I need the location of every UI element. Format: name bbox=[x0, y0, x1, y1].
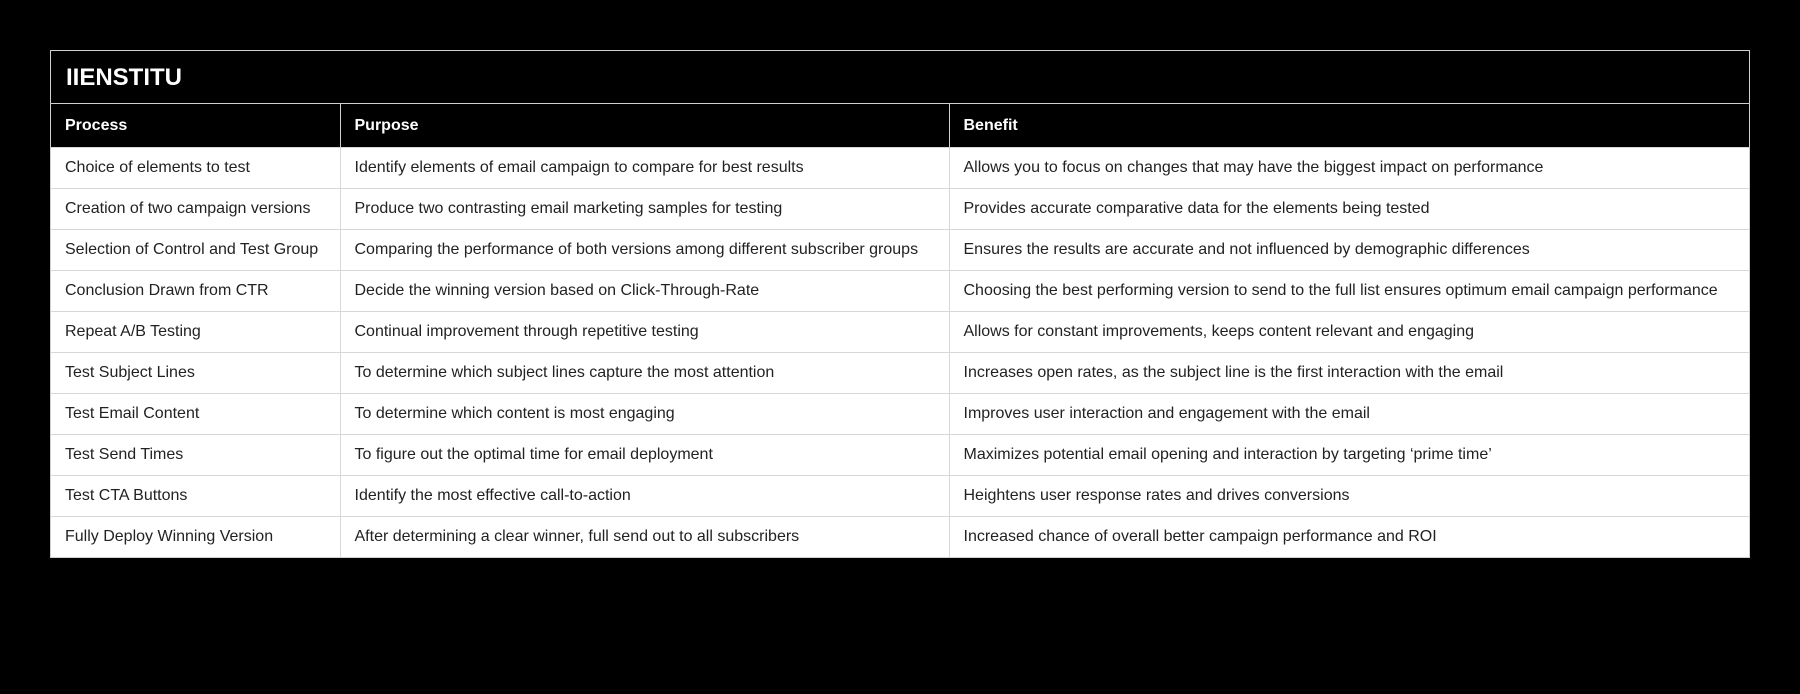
cell-process: Test Send Times bbox=[51, 435, 340, 476]
data-table bbox=[51, 104, 1749, 557]
table-row bbox=[51, 476, 1749, 517]
cell-benefit: Allows you to focus on changes that may have the biggest impact on performance bbox=[949, 148, 1749, 189]
cell-benefit: Ensures the results are accurate and not influenced by demographic differences bbox=[949, 230, 1749, 271]
cell-process: Repeat A/B Testing bbox=[51, 312, 340, 353]
table-title: IIENSTITU bbox=[51, 51, 1749, 104]
table-container bbox=[50, 50, 1750, 558]
cell-benefit: Increases open rates, as the subject line is the first interaction with the email bbox=[949, 353, 1749, 394]
cell-purpose: To determine which content is most engaging bbox=[340, 394, 949, 435]
cell-benefit: Increased chance of overall better campaign performance and ROI bbox=[949, 517, 1749, 558]
cell-purpose: To determine which subject lines capture the most attention bbox=[340, 353, 949, 394]
cell-process: Test CTA Buttons bbox=[51, 476, 340, 517]
cell-purpose: Decide the winning version based on Click-Through-Rate bbox=[340, 271, 949, 312]
table-row bbox=[51, 394, 1749, 435]
cell-purpose: After determining a clear winner, full send out to all subscribers bbox=[340, 517, 949, 558]
cell-benefit: Heightens user response rates and drives conversions bbox=[949, 476, 1749, 517]
cell-purpose: To figure out the optimal time for email deployment bbox=[340, 435, 949, 476]
cell-purpose: Comparing the performance of both versions among different subscriber groups bbox=[340, 230, 949, 271]
cell-purpose: Continual improvement through repetitive testing bbox=[340, 312, 949, 353]
table-row bbox=[51, 271, 1749, 312]
cell-purpose: Produce two contrasting email marketing samples for testing bbox=[340, 189, 949, 230]
cell-benefit: Maximizes potential email opening and interaction by targeting ‘prime time’ bbox=[949, 435, 1749, 476]
table-row bbox=[51, 517, 1749, 558]
cell-benefit: Provides accurate comparative data for the elements being tested bbox=[949, 189, 1749, 230]
header-process: Process bbox=[51, 104, 340, 148]
table-row bbox=[51, 230, 1749, 271]
cell-process: Creation of two campaign versions bbox=[51, 189, 340, 230]
table-row bbox=[51, 353, 1749, 394]
header-purpose: Purpose bbox=[340, 104, 949, 148]
cell-process: Test Email Content bbox=[51, 394, 340, 435]
cell-purpose: Identify elements of email campaign to compare for best results bbox=[340, 148, 949, 189]
cell-benefit: Choosing the best performing version to send to the full list ensures optimum email campaign performance bbox=[949, 271, 1749, 312]
table-row bbox=[51, 435, 1749, 476]
table-row bbox=[51, 312, 1749, 353]
cell-process: Conclusion Drawn from CTR bbox=[51, 271, 340, 312]
table-row bbox=[51, 148, 1749, 189]
cell-process: Selection of Control and Test Group bbox=[51, 230, 340, 271]
cell-purpose: Identify the most effective call-to-action bbox=[340, 476, 949, 517]
cell-benefit: Improves user interaction and engagement with the email bbox=[949, 394, 1749, 435]
header-benefit: Benefit bbox=[949, 104, 1749, 148]
header-row bbox=[51, 104, 1749, 148]
cell-benefit: Allows for constant improvements, keeps content relevant and engaging bbox=[949, 312, 1749, 353]
cell-process: Fully Deploy Winning Version bbox=[51, 517, 340, 558]
table-row bbox=[51, 189, 1749, 230]
cell-process: Choice of elements to test bbox=[51, 148, 340, 189]
cell-process: Test Subject Lines bbox=[51, 353, 340, 394]
